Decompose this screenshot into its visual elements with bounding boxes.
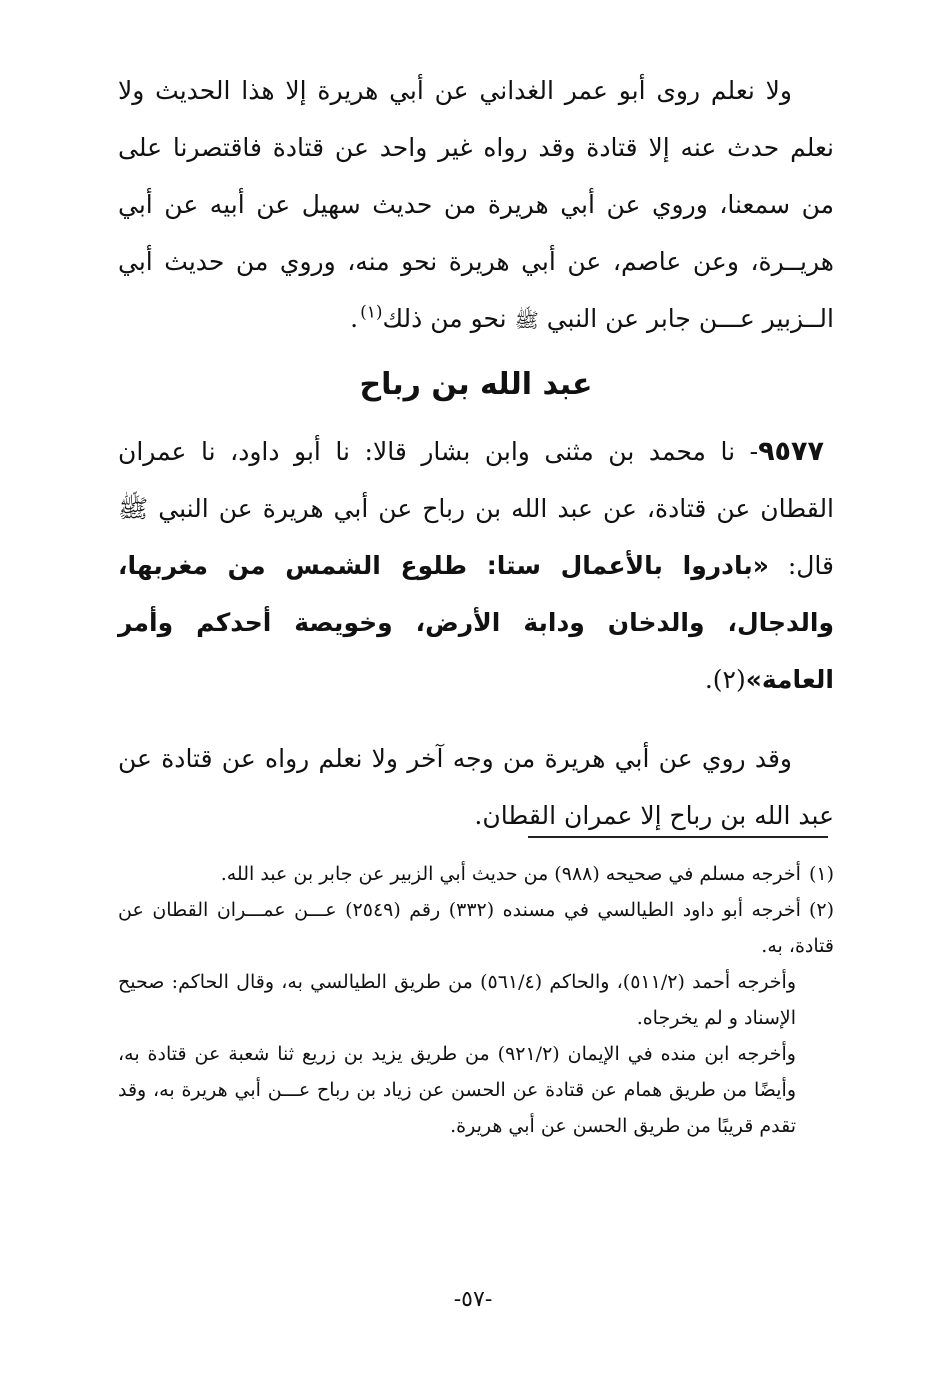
footnote-2-paragraph-2: وأخرجه أحمد (٥١١/٢)، والحاكم (٥٦١/٤) من طريق الطيالسي به، وقال الحاكم: صحيح الإسناد و لم يخرجاه. [118,971,796,1029]
intro-text: ولا نعلم روى أبو عمر الغداني عن أبي هريرة إلا هذا الحديث ولا نعلم حدث عنه إلا قتادة وقد رواه غير واحد عن قتادة فاقتصرنا على من سمعنا، وروي عن أبي هريرة من حديث سهيل عن أبيه عن أبي هريــرة، وعن عاصم، عن أبي هريرة نحو منه، وروي من حديث أبي الــزبير عـــن جابر عن النبي [118,76,834,333]
hadith-period: . [704,665,713,694]
footnote-2-mark: (٢) [808,899,834,921]
footnote-2-paragraph-3: وأخرجه ابن منده في الإيمان (٩٢١/٢) من طريق يزيد بن زريع ثنا شعبة عن قتادة به، وأيضًا من طريق همام عن قتادة عن الحسن عن زياد بن رباح عـــن أبي هريرة به، وقد تقدم قريبًا من طريق الحسن عن أبي هريرة. [118,1043,796,1137]
hadith-entry [118,423,834,708]
footnote-ref-2: (٢) [712,665,746,694]
hadith-qal: قال: [787,551,834,580]
page-number: -٥٧- [453,1287,493,1312]
spacer [118,708,834,730]
intro-paragraph [118,62,834,349]
intro-tail: نحو من ذلك [382,304,507,333]
intro-period: . [350,304,359,333]
footnote-ref-1: (١) [360,302,383,323]
footnote-1-text: أخرجه مسلم في صحيحه (٩٨٨) من حديث أبي الزبير عن جابر بن عبد الله. [220,863,801,885]
salutation-glyph: ﷺ [514,308,539,332]
salutation-glyph-2: ﷺ [118,494,149,523]
footnote-2 [118,892,834,964]
footnote-2-text: أخرجه أبو داود الطيالسي في مسنده (٣٣٢) رقم (٢٥٤٩) عـــن عمـــران القطان عن قتادة، به. [118,899,834,957]
closing-paragraph: وقد روي عن أبي هريرة من وجه آخر ولا نعلم رواه عن قتادة عن عبد الله بن رباح إلا عمران القطان. [118,744,834,830]
footnotes [118,856,834,1144]
footnote-1-mark: (١) [808,863,834,885]
footnote-divider [528,836,828,838]
footnote-1 [118,856,834,892]
section-heading: عبد الله بن رباح [359,367,593,402]
hadith-number: ٩٥٧٧ [758,436,824,467]
page-body [118,62,834,844]
hadith-isnad: - نا محمد بن مثنى وابن بشار قالا: نا أبو داود، نا عمران القطان عن قتادة، عن عبد الله بن رباح عن أبي هريرة عن النبي [118,437,835,523]
hadith-text: «بادروا بالأعمال ستا: طلوع الشمس من مغربها، والدجال، والدخان ودابة الأرض، وخويصة أحدكم وأمر العامة» [118,551,834,694]
